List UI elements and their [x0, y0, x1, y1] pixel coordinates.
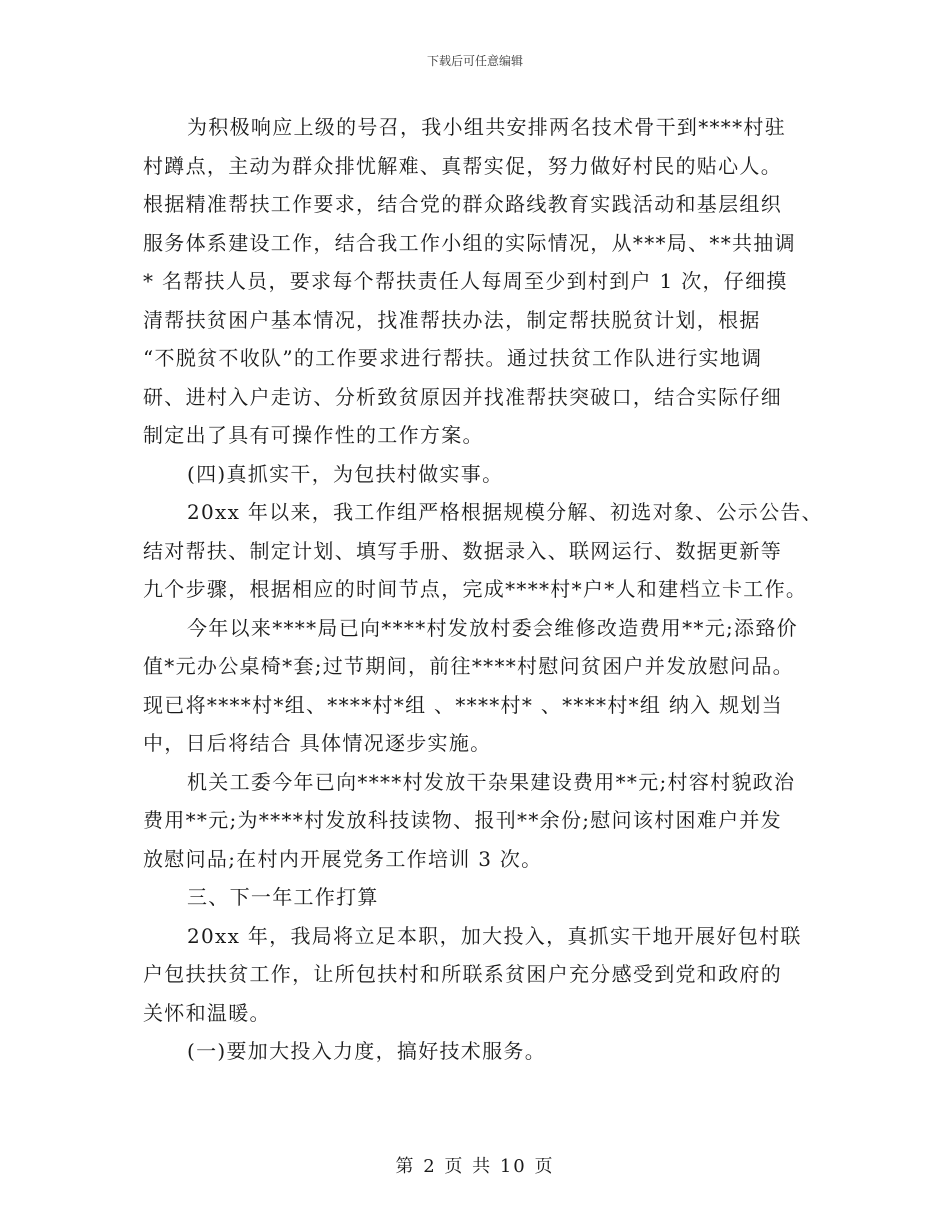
paragraph-line: 为积极响应上级的号召，我小组共安排两名技术骨干到****村驻 — [187, 115, 786, 139]
document-body — [143, 108, 823, 1071]
paragraph-line: 村蹲点，主动为群众排忧解难、真帮实促，努力做好村民的贴心人。 — [143, 153, 782, 178]
paragraph-line: 机关工委今年已向****村发放干杂果建设费用**元;村容村貌政治 — [187, 769, 796, 794]
paragraph-line: 关怀和温暖。 — [143, 1000, 271, 1025]
paragraph-line: 清帮扶贫困户基本情况，找准帮扶办法，制定帮扶脱贫计划，根据 — [143, 307, 761, 332]
paragraph-line: 户包扶扶贫工作，让所包扶村和所联系贫困户充分感受到党和政府的 — [143, 962, 782, 986]
paragraph-line: 结对帮扶、制定计划、填写手册、数据录入、联网运行、数据更新等 — [143, 538, 782, 563]
paragraph-line: 中，日后将结合 具体情况逐步实施。 — [143, 731, 492, 755]
paragraph-line: 20xx 年以来，我工作组严格根据规模分解、初选对象、公示公告、 — [187, 500, 823, 524]
section-heading: (一)要加大投入力度，搞好技术服务。 — [187, 1039, 547, 1063]
page-number: 第 2 页 共 10 页 — [395, 1156, 555, 1177]
paragraph-line: 服务体系建设工作，结合我工作小组的实际情况，从***局、**共抽调 — [143, 230, 796, 255]
section-heading: 三、下一年工作打算 — [187, 885, 379, 909]
paragraph-line: 费用**元;为****村发放科技读物、报刊**余份;慰问该村困难户并发 — [143, 808, 782, 832]
section-heading: (四)真抓实干，为包扶村做实事。 — [187, 461, 504, 486]
paragraph-line: “不脱贫不收队”的工作要求进行帮扶。通过扶贫工作队进行实地调 — [143, 346, 763, 370]
paragraph-line: 今年以来****局已向****村发放村委会维修改造费用**元;添臵价 — [187, 615, 798, 640]
paragraph-line: 放慰问品;在村内开展党务工作培训 3 次。 — [143, 846, 543, 871]
paragraph-line: 现已将****村*组、****村*组 、****村* 、****村*组 纳入 规划当 — [143, 692, 784, 717]
paragraph-line: 九个步骤，根据相应的时间节点，完成****村*户*人和建档立卡工作。 — [143, 577, 808, 601]
paragraph-line: 值*元办公桌椅*套;过节期间，前往****村慰问贫困户并发放慰问品。 — [143, 654, 794, 678]
paragraph-line: 根据精准帮扶工作要求，结合党的群众路线教育实践活动和基层组织 — [143, 192, 782, 216]
paragraph-line: 20xx 年，我局将立足本职，加大投入，真抓实干地开展好包村联 — [187, 923, 802, 948]
paragraph-line: 研、进村入户走访、分析致贫原因并找准帮扶突破口，结合实际仔细 — [143, 384, 782, 409]
paragraph-line: * 名帮扶人员，要求每个帮扶责任人每周至少到村到户 1 次，仔细摸 — [143, 269, 788, 293]
paragraph-line: 制定出了具有可操作性的工作方案。 — [143, 423, 484, 447]
page-header: 下载后可任意编辑 — [426, 54, 523, 68]
